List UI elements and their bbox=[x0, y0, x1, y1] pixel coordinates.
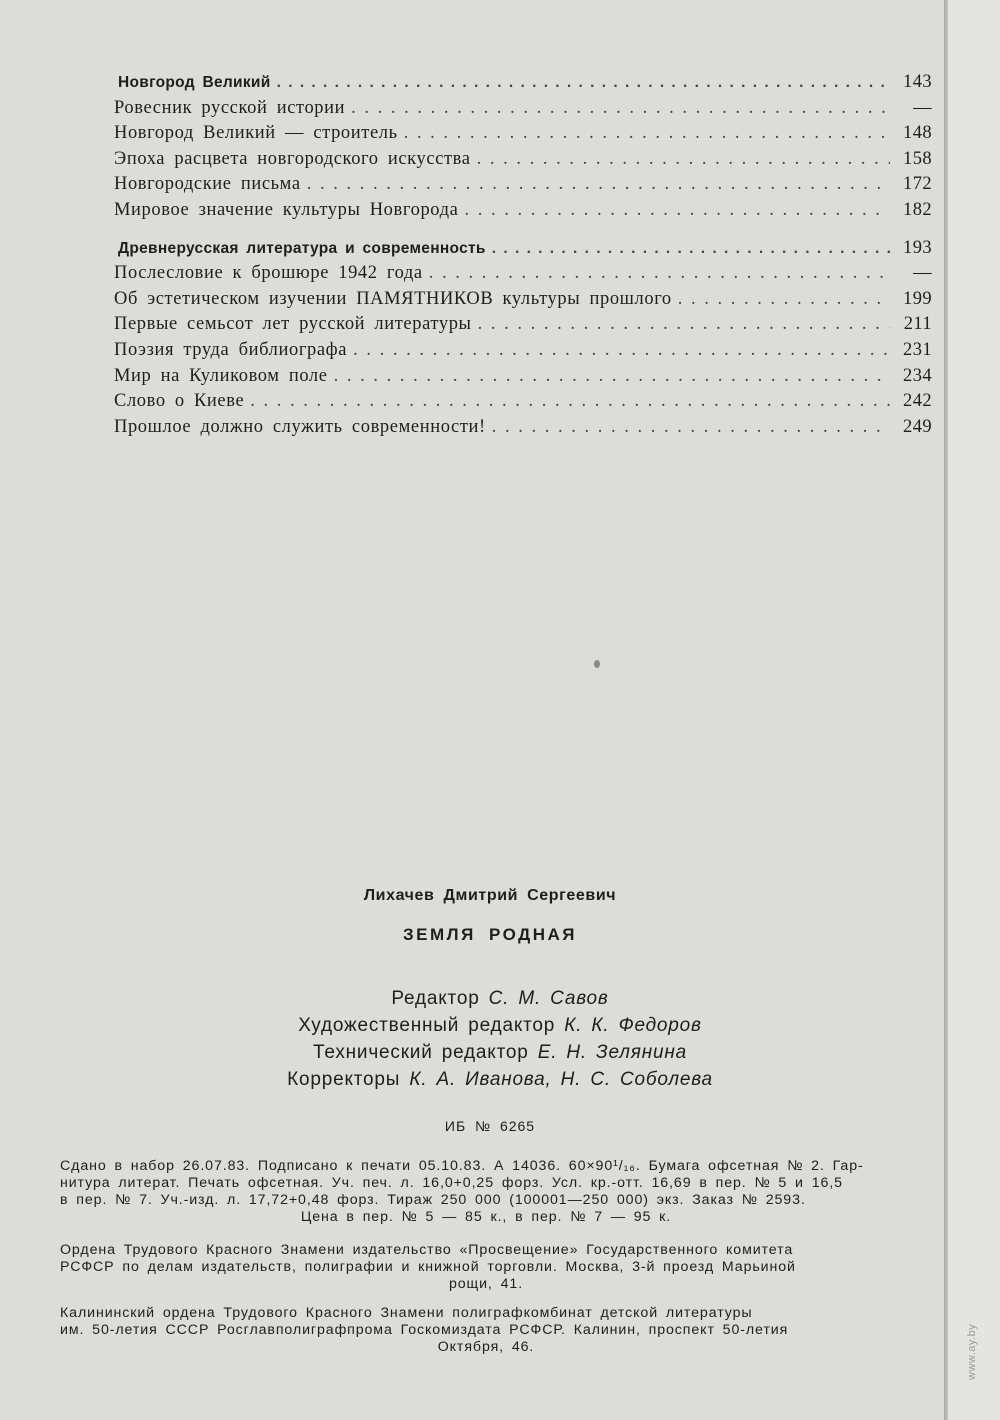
toc-entry: Слово о Киеве . . . 242 bbox=[100, 389, 932, 415]
toc-entry: Эпоха расцвета новгородского искусства . . . 158 bbox=[100, 147, 932, 173]
editorial-staff bbox=[200, 985, 800, 1093]
author-name: Лихачев Дмитрий Сергеевич bbox=[363, 887, 617, 904]
toc-entry: Послесловие к брошюре 1942 года . . . — bbox=[100, 261, 932, 287]
table-of-contents bbox=[100, 70, 932, 440]
toc-entry: Поэзия труда библиографа . . . 231 bbox=[100, 338, 932, 364]
toc-section-heading: Древнерусская литература и современность . . . 193 bbox=[100, 236, 932, 262]
toc-entry: Мировое значение культуры Новгорода . . . 182 bbox=[100, 198, 932, 224]
staff-line: Корректоры К. А. Иванова, Н. С. Соболева bbox=[287, 1069, 713, 1090]
staff-line: Редактор С. М. Савов bbox=[391, 988, 609, 1009]
ib-number: ИБ № 6265 bbox=[444, 1118, 536, 1134]
site-watermark: www.ay.by bbox=[966, 1323, 978, 1380]
toc-entry: Новгородские письма . . . 172 bbox=[100, 172, 932, 198]
toc-entry: Об эстетическом изучении ПАМЯТНИКОВ культуры прошлого . . . 199 bbox=[100, 287, 932, 313]
publisher-info: Ордена Трудового Красного Знамени издательство «Просвещение» Государственного комитета РСФСР по делам издательств, полиграфии и книжной торговли. Москва, 3-й проезд Марьиной рощи, 41. bbox=[60, 1242, 796, 1292]
toc-entry: Прошлое должно служить современности! . . . 249 bbox=[100, 415, 932, 441]
toc-entry: Ровесник русской истории . . . — bbox=[100, 96, 932, 122]
print-details: Сдано в набор 26.07.83. Подписано к печати 05.10.83. А 14036. 60×90¹/₁₆. Бумага офсетная № 2. Гар- нитура литерат. Печать офсетная. Уч. печ. л. 16,0+0,25 форз. Усл. кр.-отт. 16,69 в пер. № 5 и 16,5 в пер. № 7. Уч.-изд. л. 17,72+0,48 форз. Тираж 250 000 (100001—250 000) экз. Заказ № 2593. Цена в пер. № 5 — 85 к., в пер. № 7 — 95 к. bbox=[60, 1158, 864, 1225]
paper-speck bbox=[594, 660, 600, 668]
toc-entry: Первые семьсот лет русской литературы . . . 211 bbox=[100, 312, 932, 338]
staff-line: Технический редактор Е. Н. Зелянина bbox=[313, 1042, 687, 1063]
printer-info: Калининский ордена Трудового Красного Знамени полиграфкомбинат детской литературы им. 50-летия СССР Росглавполиграфпрома Госкомиздата РСФСР. Калинин, проспект 50-летия Октября, 46. bbox=[60, 1305, 789, 1355]
next-page-margin bbox=[948, 0, 1000, 1420]
book-title: ЗЕМЛЯ РОДНАЯ bbox=[402, 925, 578, 944]
toc-section-heading: Новгород Великий . . . 143 bbox=[100, 70, 932, 96]
toc-entry: Мир на Куликовом поле . . . 234 bbox=[100, 364, 932, 390]
toc-entry: Новгород Великий — строитель . . . 148 bbox=[100, 121, 932, 147]
staff-line: Художественный редактор К. К. Федоров bbox=[298, 1015, 702, 1036]
